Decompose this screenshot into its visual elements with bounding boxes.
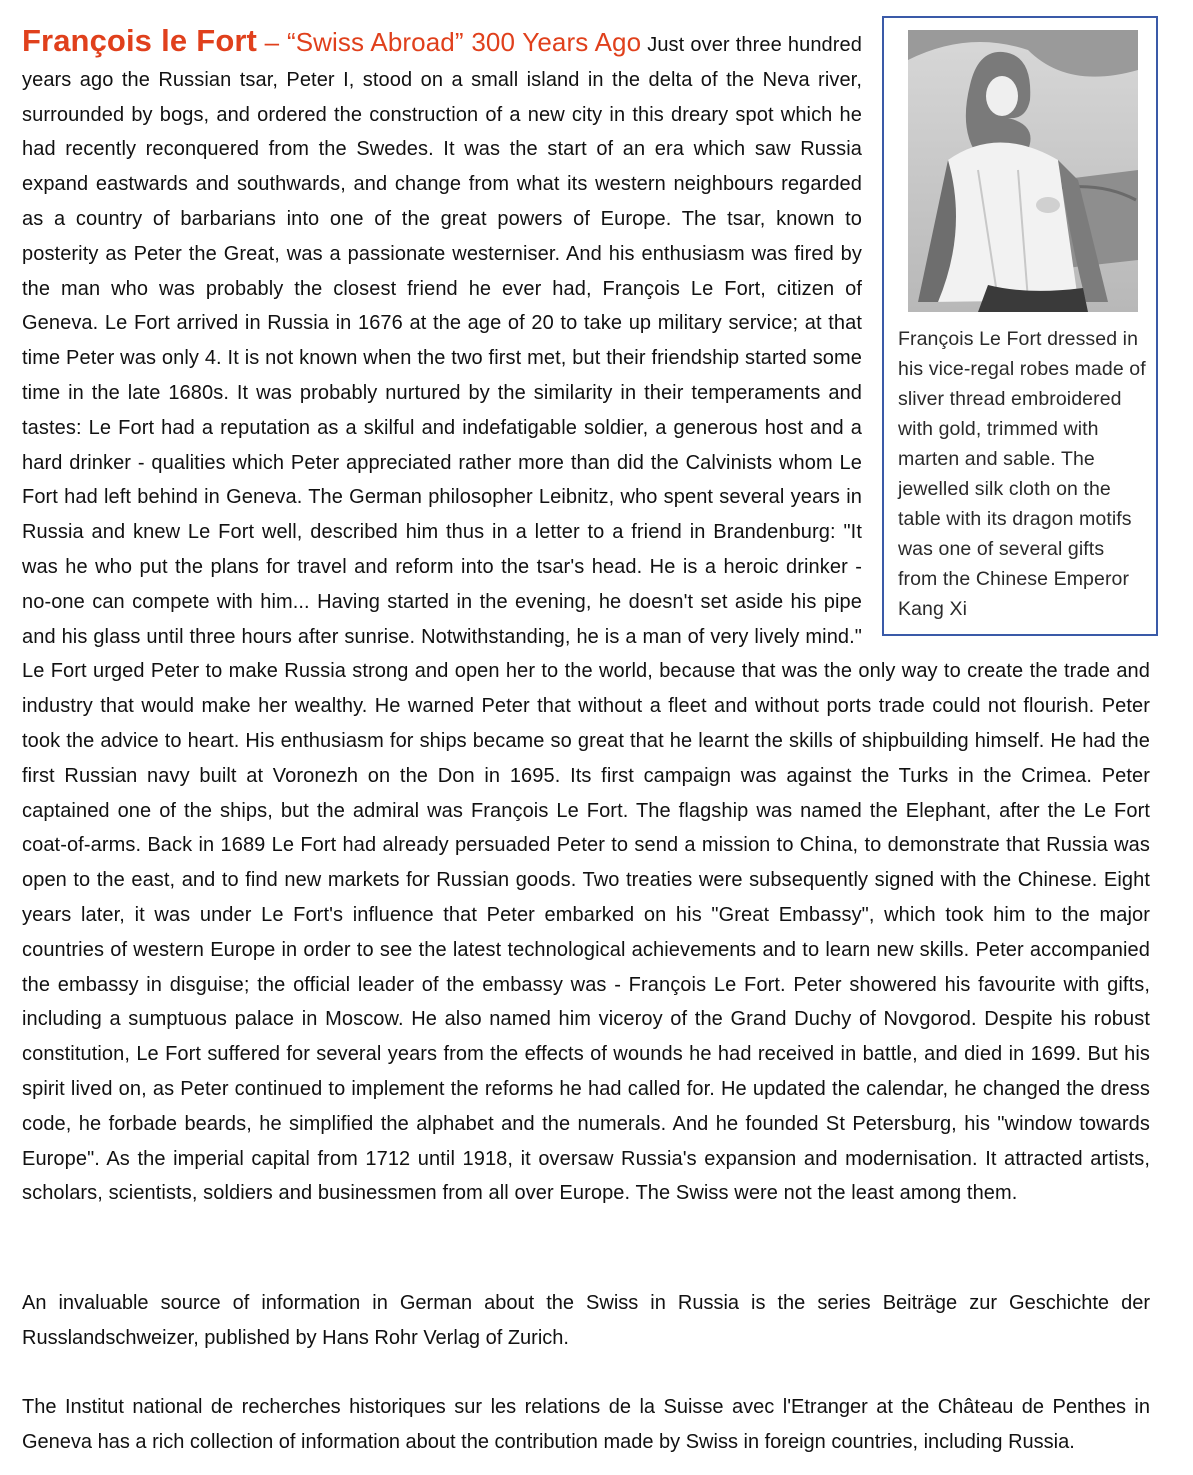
article-subtitle: “Swiss Abroad” 300 Years Ago [286, 27, 642, 57]
article-title: François le Fort [22, 23, 257, 58]
paragraph-institut: The Institut national de recherches historiques sur les relations de la Suisse avec l'Etranger at the Château de Penthes in Geneva has a rich collection of information about the contribution made by Swiss in foreign countries, including Russia. [22, 1396, 1150, 1453]
portrait-image [908, 30, 1138, 312]
paragraph-sources: An invaluable source of information in German about the Swiss in Russia is the series Beiträge zur Geschichte der Russlandschweizer, published by Hans Rohr Verlag of Zurich. [22, 1292, 1150, 1349]
portrait-caption: François Le Fort dressed in his vice-regal robes made of sliver thread embroidered with gold, trimmed with marten and sable. The jewelled silk cloth on the table with its dragon motifs was one of several gifts from the Chinese Emperor Kang Xi [898, 328, 1146, 620]
title-dash: – [256, 27, 287, 57]
article-body [22, 24, 1150, 1211]
article-text: Just over three hundred years ago the Russian tsar, Peter I, stood on a small island in the delta of the Neva river, surrounded by bogs, and ordered the construction of a new city in this dreary spot which he had recently reconquered from the Swedes. It was the start of an era which saw Russia expand eastwards and southwards, and change from what its western neighbours regarded as a country of barbarians into one of the great powers of Europe. The tsar, known to posterity as Peter the Great, was a passionate westerniser. And his enthusiasm was fired by the man who was probably the closest friend he ever had, François Le Fort, citizen of Geneva. Le Fort arrived in Russia in 1676 at the age of 20 to take up military service; at that time Peter was only 4. It is not known when the two first met, but their friendship started some time in the late 1680s. It was probably nurtured by the similarity in their temperaments and tastes: Le Fort had a reputation as a skilful and indefatigable soldier, a generous host and a hard drinker - qualities which Peter appreciated rather more than did the Calvinists whom Le Fort had left behind in Geneva. The German philosopher Leibnitz, who spent several years in Russia and knew Le Fort well, described him thus in a letter to a friend in Brandenburg: "It was he who put the plans for travel and reform into the tsar's head. He is a heroic drinker - no-one can compete with him... Having started in the evening, he doesn't set aside his pipe and his glass until three hours after sunrise. Notwithstanding, he is a man of very lively mind." Le Fort urged Peter to make Russia strong and open her to the world, because that was the only way to create the trade and industry that would make her wealthy. He warned Peter that without a fleet and without ports trade could not flourish. Peter took the advice to heart. His enthusiasm for ships became so great that he learnt the skills of shipbuilding himself. He had the first Russian navy built at Voronezh on the Don in 1695. Its first campaign was against the Turks in the Crimea. Peter captained one of the ships, but the admiral was François Le Fort. The flagship was named the Elephant, after the Le Fort coat-of-arms. Back in 1689 Le Fort had already persuaded Peter to send a mission to China, to demonstrate that Russia was open to the east, and to find new markets for Russian goods. Two treaties were subsequently signed with the Chinese. Eight years later, it was under Le Fort's influence that Peter embarked on his "Great Embassy", which took him to the major countries of western Europe in order to see the latest technological achievements and to learn new skills. Peter accompanied the embassy in disguise; the official leader of the embassy was - François Le Fort. Peter showered his favourite with gifts, including a sumptuous palace in Moscow. He also named him viceroy of the Grand Duchy of Novgorod. Despite his robust constitution, Le Fort suffered for several years from the effects of wounds he had received in battle, and died in 1699. But his spirit lived on, as Peter continued to implement the reforms he had called for. He updated the calendar, he changed the dress code, he forbade beards, he simplified the alphabet and the numerals. And he founded St Petersburg, his "window towards Europe". As the imperial capital from 1712 until 1918, it oversaw Russia's expansion and modernisation. It attracted artists, scholars, scientists, soldiers and businessmen from all over Europe. The Swiss were not the least among them. [22, 34, 1150, 1205]
portrait-sidebar [882, 16, 1158, 636]
